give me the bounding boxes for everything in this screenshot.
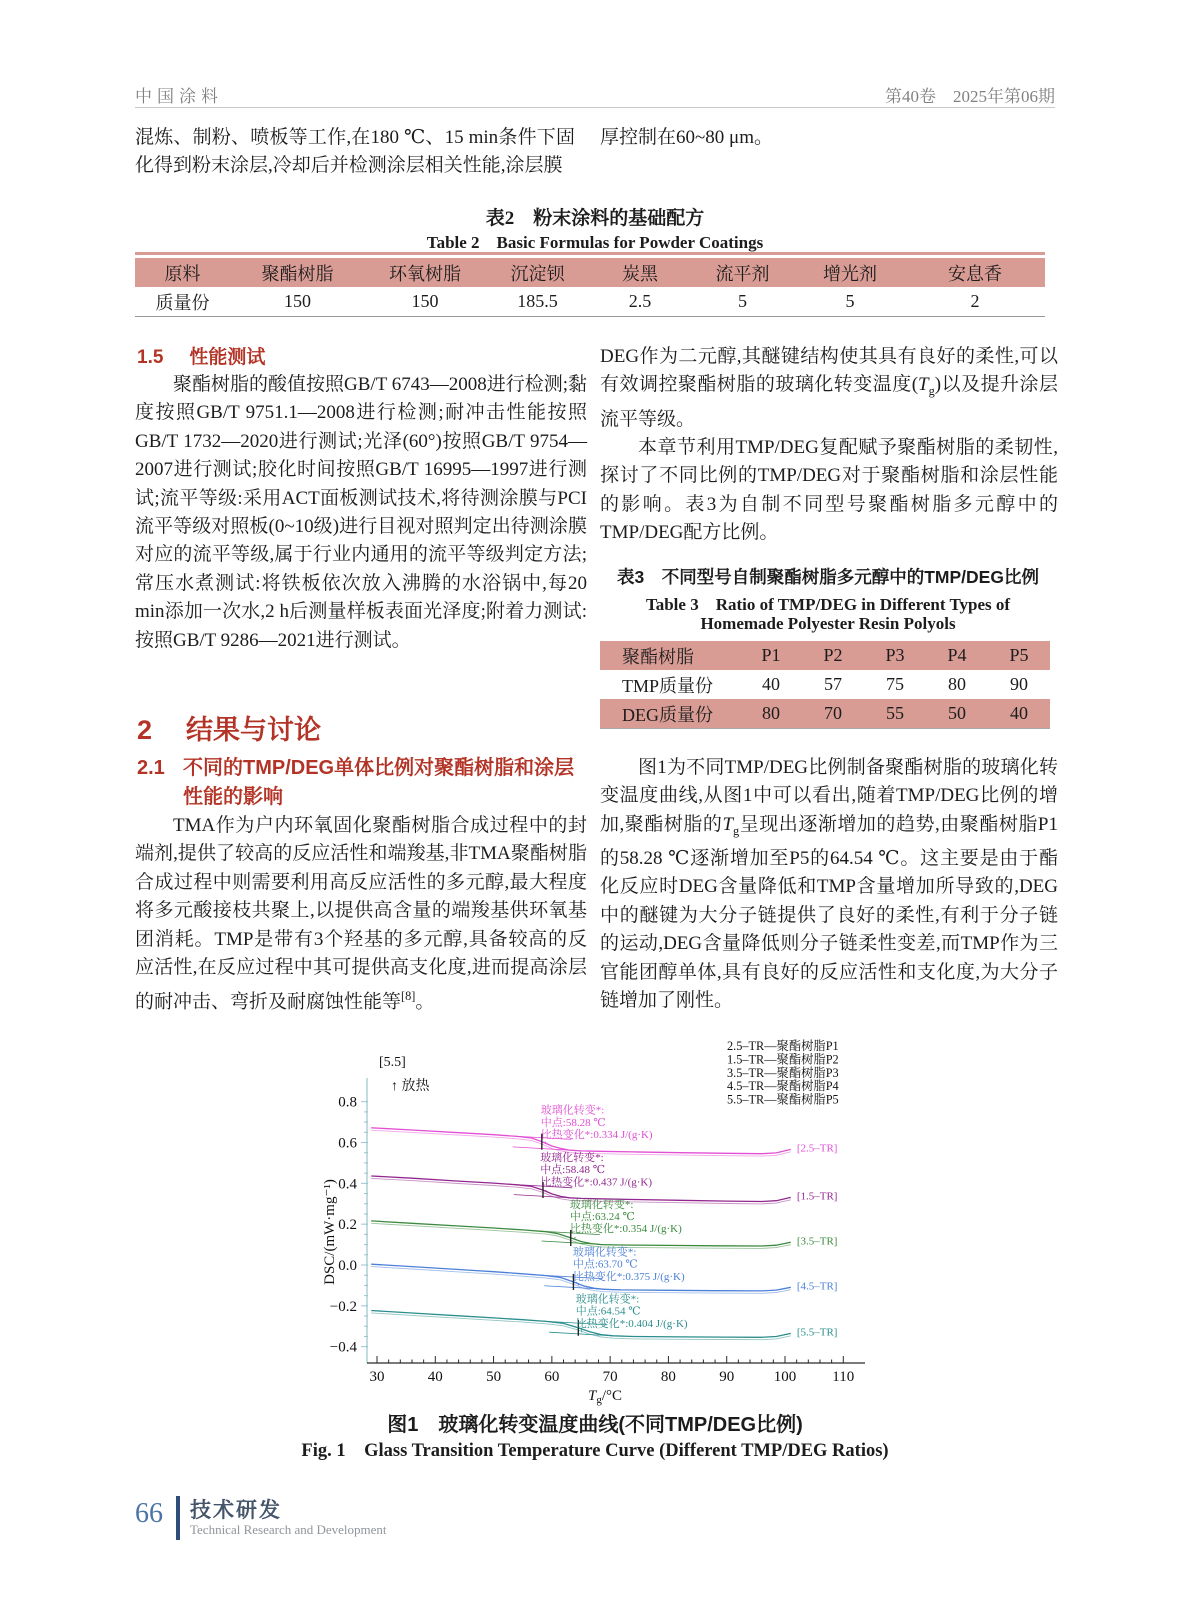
section-number: 2.1 <box>137 757 165 779</box>
table2-cell: 质量份 <box>155 292 210 313</box>
y-tick-label: 0.2 <box>338 1217 357 1234</box>
table3-header-row <box>600 641 1050 670</box>
footer-section-zh: 技术研发 <box>190 1499 282 1522</box>
x-tick-label: 60 <box>544 1369 560 1385</box>
table2 <box>135 258 1045 317</box>
transition-annotation: 玻璃化转变*:中点:63.70 ℃比热变化*:0.375 J/(g·K) <box>572 1246 685 1283</box>
right-column-text <box>600 343 1058 548</box>
table3-header: P2 <box>823 645 843 665</box>
deg-paragraph-post: )以及提升涂层流平等级。 <box>600 374 1059 430</box>
table3-cell: 55 <box>886 703 904 723</box>
table3-deg-row <box>600 699 1050 729</box>
y-tick-label: −0.2 <box>329 1298 357 1315</box>
table3-title-zh: 表3 不同型号自制聚酯树脂多元醇中的TMP/DEG比例 <box>617 567 1039 587</box>
tmp-deg-paragraph: 本章节利用TMP/DEG复配赋予聚酯树脂的柔韧性,探讨了不同比例的TMP/DEG对于聚酯树脂和涂层性能的影响。表3为自制不同型号聚酯树脂多元醇中的TMP/DEG配方比例。 <box>600 437 1058 544</box>
table3-cell: 75 <box>886 674 904 694</box>
table2-header: 原料 <box>164 263 201 284</box>
table2-title-zh: 表2 粉末涂料的基础配方 <box>485 208 705 229</box>
header-rule <box>135 107 1055 108</box>
y-tick-label: 0.8 <box>338 1094 357 1111</box>
table2-data-row <box>135 287 1045 317</box>
table3-title-en-2: Homemade Polyester Resin Polyols <box>700 614 956 633</box>
footer-section-en: Technical Research and Development <box>190 1522 387 1537</box>
legend-entry: 3.5–TR—聚酯树脂P3 <box>727 1065 839 1080</box>
tg-subscript: g <box>733 823 740 838</box>
legend-entry: 1.5–TR—聚酯树脂P2 <box>727 1052 839 1067</box>
table2-cell: 150 <box>411 291 439 311</box>
tg-subscript: g <box>928 384 935 399</box>
x-tick-label: 90 <box>719 1369 735 1385</box>
dsc-chart <box>290 1026 1080 1406</box>
table2-cell: 5 <box>738 291 747 311</box>
tangent-line <box>544 1286 608 1290</box>
x-tick-label: 110 <box>832 1369 855 1385</box>
table3-cell: 80 <box>948 674 966 694</box>
curve-end-tag: [4.5–TR] <box>796 1280 838 1293</box>
section-number: 1.5 <box>137 347 164 368</box>
table3-cell: DEG质量份 <box>622 704 713 725</box>
results-paragraph <box>600 754 1058 1015</box>
table3-header: 聚酯树脂 <box>622 646 694 667</box>
table2-accent <box>135 252 1045 255</box>
curve-end-tag: [2.5–TR] <box>796 1142 838 1155</box>
table2-cell: 2.5 <box>628 291 652 311</box>
citation-ref: [8] <box>401 989 416 1004</box>
tg-symbol: T <box>722 813 734 835</box>
body-text: 呈现出逐渐增加的趋势,由聚酯树脂P1的58.28 ℃逐渐增加至P5的64.54 ℃。这主要是由于酯化反应时DEG含量降低和TMP含量增加所导致的,DEG中的醚键为大分子链提供了良好的柔性,有利于分子链的运动,DEG含量降低则分子链柔性变差,而TMP作为三官能团醇单体,具有良好的反应活性和支化度,为大分子链增加了刚性。 <box>600 813 1058 1012</box>
tangent-line <box>513 1147 577 1151</box>
section-2-1-heading <box>137 754 589 812</box>
table3-cell: 40 <box>1010 703 1028 723</box>
transition-annotation: 玻璃化转变*:中点:64.54 ℃比热变化*:0.404 J/(g·K) <box>575 1293 688 1330</box>
issue-info: 第40卷 2025年第06期 <box>885 87 1055 106</box>
figure1-caption-zh: 图1 玻璃化转变温度曲线(不同TMP/DEG比例) <box>387 1414 803 1436</box>
table2-header: 增光剂 <box>823 263 877 284</box>
curve-end-tag: [1.5–TR] <box>796 1190 838 1203</box>
table2-header: 炭黑 <box>622 263 658 284</box>
table3-cell: 40 <box>762 674 780 694</box>
intro-right: 厚控制在60~80 μm。 <box>600 127 773 148</box>
y-tick-label: 0.6 <box>338 1135 357 1152</box>
table2-header-row <box>135 258 1045 287</box>
body-text: TMA作为户内环氧固化聚酯树脂合成过程中的封端剂,提供了较高的反应活性和端羧基,非TMA聚酯树脂合成过程中则需要利用高反应活性的多元醇,最大程度将多元酸接枝共聚上,以提供高含量的端羧基供环氧基团消耗。TMP是带有3个羟基的多元醇,具备较高的反应活性,在反应过程中其可提供高支化度,进而提高涂层的耐冲击、弯折及耐腐蚀性能等 <box>135 815 587 1013</box>
legend-entry: 2.5–TR—聚酯树脂P1 <box>727 1039 839 1053</box>
table2-header: 聚酯树脂 <box>261 263 334 284</box>
table3-header: P5 <box>1009 645 1029 665</box>
range-note: [5.5] <box>379 1055 406 1070</box>
x-tick-label: 50 <box>486 1369 502 1385</box>
footer-divider <box>176 1496 180 1540</box>
table3-cell: TMP质量份 <box>622 675 714 696</box>
table3-title-en-1: Table 3 Ratio of TMP/DEG in Different Types of <box>645 595 1011 614</box>
table2-header: 环氧树脂 <box>389 263 461 284</box>
intro-left: 混炼、制粉、喷板等工作,在180 ℃、15 min条件下固化得到粉末涂层,冷却后并检测涂层相关性能,涂层膜 <box>135 127 575 177</box>
figure1-caption-en: Fig. 1 Glass Transition Temperature Curve (Different TMP/DEG Ratios) <box>301 1441 889 1461</box>
x-tick-label: 80 <box>660 1369 676 1385</box>
section-2-heading <box>137 708 321 747</box>
y-tick-label: 0.4 <box>338 1176 357 1193</box>
curve-end-tag: [5.5–TR] <box>796 1326 838 1339</box>
y-tick-label: 0.0 <box>338 1258 357 1274</box>
table2-header: 流平剂 <box>715 263 770 284</box>
tg-symbol: T <box>918 374 929 396</box>
section-title: 性能测试 <box>189 347 266 368</box>
table2-cell: 150 <box>284 291 311 311</box>
table2-cell: 2 <box>970 291 980 311</box>
section-title: 结果与讨论 <box>186 715 322 745</box>
section-title: 不同的TMP/DEG单体比例对聚酯树脂和涂层性能的影响 <box>183 757 575 808</box>
tangent-line <box>514 1195 578 1199</box>
table3-cell: 90 <box>1010 674 1028 694</box>
table2-header: 沉淀钡 <box>510 263 565 284</box>
table3-cell: 80 <box>762 703 780 723</box>
deg-paragraph-pre: DEG作为二元醇,其醚键结构使其具有良好的柔性,可以有效调控聚酯树脂的玻璃化转变温度( <box>600 346 1058 396</box>
transition-annotation: 玻璃化转变*:中点:63.24 ℃比热变化*:0.354 J/(g·K) <box>569 1198 682 1236</box>
page-number: 66 <box>135 1498 163 1529</box>
table2-title-en: Table 2 Basic Formulas for Powder Coatings <box>426 233 764 252</box>
x-tick-label: 30 <box>369 1369 385 1385</box>
table2-cell: 185.5 <box>517 291 558 311</box>
transition-annotation: 玻璃化转变*:中点:58.28 ℃比热变化*:0.334 J/(g·K) <box>540 1104 653 1142</box>
table3-header: P3 <box>885 645 905 665</box>
table3-cell: 57 <box>824 674 842 694</box>
table3 <box>600 641 1050 729</box>
x-tick-label: 70 <box>602 1369 618 1385</box>
table3-header: P4 <box>947 645 967 665</box>
section-number: 2 <box>137 715 153 745</box>
transition-annotation: 玻璃化转变*:中点:58.48 ℃比热变化*:0.437 J/(g·K) <box>540 1151 653 1189</box>
y-axis-title: DSC/(mW·mg⁻¹) <box>322 1179 338 1285</box>
body-text: 。 <box>415 991 435 1013</box>
section-2-1-body <box>135 812 587 1017</box>
y-tick-label: −0.4 <box>329 1339 357 1356</box>
table3-header: P1 <box>761 645 781 665</box>
section-1-5-heading <box>137 342 265 369</box>
table3-cell: 70 <box>824 703 842 723</box>
table3-cell: 50 <box>948 703 966 723</box>
x-tick-label: 40 <box>427 1369 443 1385</box>
x-tick-label: 100 <box>773 1369 797 1385</box>
tangent-line <box>549 1332 613 1336</box>
table2-header: 安息香 <box>948 263 1002 284</box>
table2-cell: 5 <box>845 291 855 311</box>
body-text: 图1为不同TMP/DEG比例制备聚酯树脂的玻璃化转变温度曲线,从图1中可以看出,随着TMP/DEG比例的增加,聚酯树脂的 <box>600 757 1058 835</box>
legend-entry: 4.5–TR—聚酯树脂P4 <box>727 1079 839 1094</box>
exo-note: ↑ 放热 <box>391 1079 430 1094</box>
journal-name: 中国涂料 <box>135 87 223 106</box>
section-1-5-body: 聚酯树脂的酸值按照GB/T 6743—2008进行检测;黏度按照GB/T 9751.1—2008进行检测;耐冲击性能按照GB/T 1732—2020进行测试;光泽(60°)按照GB/T 9754—2007进行测试;胶化时间按照GB/T 16995—1997进行测试;流平等级:采用ACT面板测试技术,将待测涂膜与PCI流平等级对照板(0~10级)进行目视对照判定出待测涂膜对应的流平等级,属于行业内通用的流平等级判定方法;常压水煮测试:将铁板依次放入沸腾的水浴锅中,每20 min添加一次水,2 h后测量样板表面光泽度;附着力测试:按照GB/T 9286—2021进行测试。 <box>135 374 587 651</box>
x-axis-title: $T_g/^\circ C$ <box>588 1388 623 1406</box>
curve-end-tag: [3.5–TR] <box>796 1235 838 1248</box>
table3-tmp-row <box>600 670 1050 699</box>
legend-entry: 5.5–TR—聚酯树脂P5 <box>727 1092 839 1107</box>
